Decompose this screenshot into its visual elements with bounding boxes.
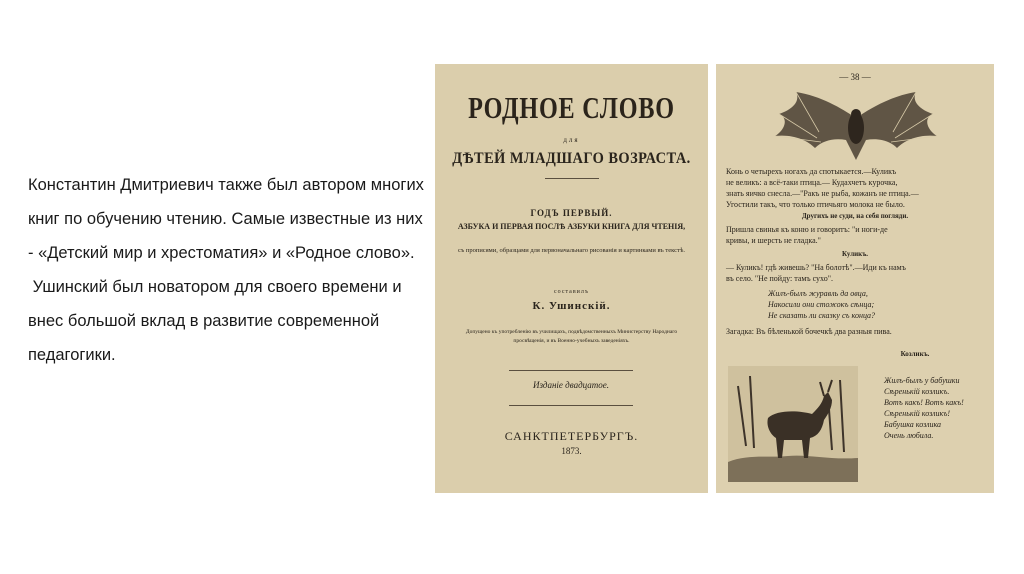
book-propisi-line: съ прописями, образцами для первоначальнаго рисованія и картинками въ текстѣ. <box>458 247 685 254</box>
book-page-38-image <box>716 64 994 493</box>
heading-kulik: Куликъ. <box>841 250 869 258</box>
book-sostavil: составилъ <box>554 289 589 295</box>
book-edition: Изданіе двадцатое. <box>533 380 609 390</box>
book-author: К. Ушинскій. <box>532 300 611 312</box>
page-number: — 38 — <box>839 72 871 82</box>
book-edition-box <box>509 370 633 406</box>
book-azbuka-line: АЗБУКА И ПЕРВАЯ ПОСЛѢ АЗБУКИ КНИГА ДЛЯ ЧТЕНІЯ, <box>457 222 686 231</box>
kozlik-poem: Жилъ-былъ у бабушки Сѣренькій козликъ. Вотъ какъ! Вотъ какъ! Сѣренькій козликъ! Бабушка козлика Очень любила. <box>884 376 964 440</box>
paragraph-books: Константин Дмитриевич также был автором многих книг по обучению чтению. Самые известные из них - «Детский мир и хрестоматия» и «Родное слово». <box>28 176 424 262</box>
book-print-year: 1873. <box>561 446 582 456</box>
zhuravl-verse: Жилъ-былъ журавль да овца, Накосили они стожокъ сѣнца; Не сказать ли сказку съ конца? <box>768 289 876 320</box>
book-title: РОДНОЕ СЛОВО <box>468 90 675 125</box>
kulik-proverbs: Конь о четырехъ ногахъ да спотыкается.—Куликъ не великъ: а всё-таки птица.— Кудахчетъ курочка, знать яичко снесла.—"Ракъ не рыба, кожанъ не птица.— Угостили такъ, что только птичьяго молока не было. <box>726 167 919 209</box>
zagadka-line: Загадка: Въ бѣленькой бочечкѣ два разныя пива. <box>726 327 892 336</box>
book-city: САНКТПЕТЕРБУРГЪ. <box>504 429 639 443</box>
book-title-page-image <box>435 64 708 493</box>
book-dlya: для <box>563 136 580 144</box>
book-subtitle: ДѢТЕЙ МЛАДШАГО ВОЗРАСТА. <box>452 150 691 167</box>
book-divider <box>545 178 599 179</box>
paragraph-innovator: Ушинский был новатором для своего времени и внес большой вклад в развитие современной педагогики. <box>28 278 402 364</box>
kulik-dialog: — Куликъ! гдѣ живешь? "На болотѣ".—Иди къ намъ въ село. "Не пойду: тамъ сухо". <box>726 263 906 283</box>
book-year-label: ГОДЪ ПЕРВЫЙ. <box>530 208 613 218</box>
heading-svinya: Другихъ не суди, на себя погляди. <box>801 212 909 220</box>
bat-illustration-icon <box>771 88 941 162</box>
heading-kozlik: Козликъ. <box>900 350 930 358</box>
slide-text-block <box>28 168 428 372</box>
book-dopuscheno: Допущено къ употребленію въ училищахъ, подвѣдомственныхъ Министерству Народнаго просвѣщенія, и въ Военно-учебныхъ заведеніяхъ. <box>465 329 678 344</box>
goat-illustration-icon <box>728 366 858 482</box>
svinya-text: Пришла свинья къ коню и говоритъ: "и ноги-де кривы, и шерсть не гладка." <box>726 225 888 245</box>
